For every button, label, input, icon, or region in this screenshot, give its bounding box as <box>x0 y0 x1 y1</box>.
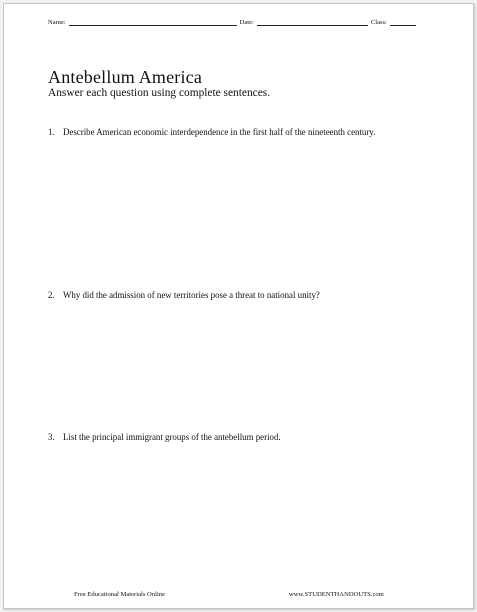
question-2 <box>48 286 448 305</box>
footer-tagline: Free Educational Materials Online <box>74 591 165 598</box>
worksheet-page <box>3 3 474 609</box>
question-text: List the principal immigrant groups of the antebellum period. <box>63 432 281 442</box>
date-blank <box>257 19 368 26</box>
question-1 <box>48 123 448 142</box>
class-blank <box>390 19 416 26</box>
question-number: 2. <box>48 290 55 300</box>
worksheet-title: Antebellum America <box>48 67 203 87</box>
worksheet-instructions: Answer each question using complete sentences. <box>48 87 271 99</box>
date-label: Date: <box>239 19 254 26</box>
question-3 <box>48 428 448 447</box>
question-number: 3. <box>48 432 55 442</box>
question-text: Describe American economic interdependence in the first half of the nineteenth century. <box>63 127 376 137</box>
class-label: Class: <box>370 19 387 26</box>
student-info-line <box>48 19 419 26</box>
question-number: 1. <box>48 127 55 137</box>
footer-website: www.STUDENTHANDOUTS.com <box>289 591 384 598</box>
question-text: Why did the admission of new territories pose a threat to national unity? <box>63 290 320 300</box>
name-blank <box>69 19 237 26</box>
name-label: Name: <box>48 19 66 26</box>
